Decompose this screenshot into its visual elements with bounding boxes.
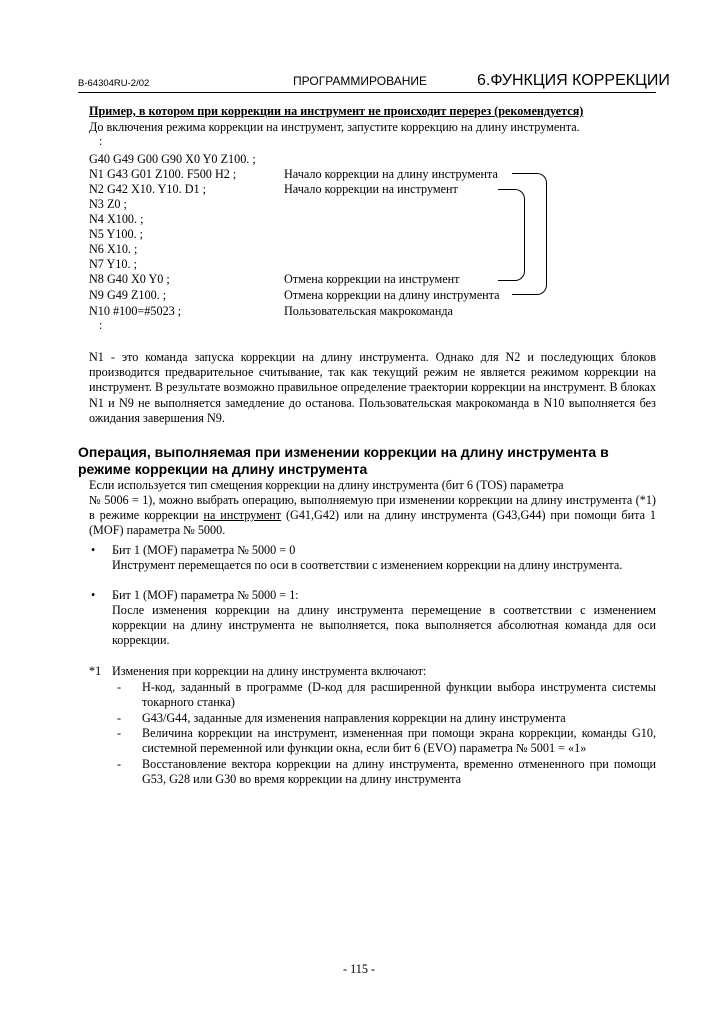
note-intro: Изменения при коррекции на длину инструмента включают:: [112, 664, 427, 678]
code-comment: Начало коррекции на инструмент: [284, 182, 458, 196]
code-line: N2 G42 X10. Y10. D1 ;: [89, 182, 207, 196]
example-intro: До включения режима коррекции на инструмент, запустите коррекцию на длину инструмента.: [89, 120, 580, 134]
note-item: Восстановление вектора коррекции на длину инструмента, временно отмененного при помощи G53, G28 или G30 во время коррекции на длину инструмента: [142, 757, 656, 787]
bullet-icon: •: [91, 588, 96, 602]
section-paragraph: [89, 493, 656, 539]
code-comment: Отмена коррекции на длину инструмента: [284, 288, 500, 302]
code-line: N7 Y10. ;: [89, 257, 137, 271]
paragraph-underlined-text: на инструмент: [203, 508, 282, 523]
note-marker: *1: [89, 664, 102, 678]
section-title: ПРОГРАММИРОВАНИЕ: [293, 74, 427, 88]
bullet-text: После изменения коррекции на длину инструмента перемещение в соответствии с изменением коррекции на длину инструмента не выполняется, пока выполняется абсолютная команда для оси коррекции.: [112, 603, 656, 648]
code-comment: Начало коррекции на длину инструмента: [284, 167, 498, 181]
code-ellipsis-top: :: [99, 134, 103, 148]
code-line: N4 X100. ;: [89, 212, 144, 226]
dash-icon: -: [117, 726, 122, 740]
code-line: N9 G49 Z100. ;: [89, 288, 167, 302]
code-line: G40 G49 G00 G90 X0 Y0 Z100. ;: [89, 152, 256, 166]
code-comment: Пользовательская макрокоманда: [284, 304, 453, 318]
paragraph-text: № 5006 = 1), можно выбрать операцию, выполняемую при изменении коррекции на длину инструмента (*1) в режиме коррекции: [89, 493, 656, 523]
page-number: - 115 -: [343, 962, 376, 976]
code-line: N6 X10. ;: [89, 242, 138, 256]
bullet-text: Инструмент перемещается по оси в соответствии с изменением коррекции на длину инструмента.: [112, 558, 623, 572]
code-line: N10 #100=#5023 ;: [89, 304, 182, 318]
code-line: N8 G40 X0 Y0 ;: [89, 272, 170, 286]
dash-icon: -: [117, 757, 122, 771]
chapter-title: 6.ФУНКЦИЯ КОРРЕКЦИИ: [477, 72, 670, 89]
bullet-icon: •: [91, 543, 96, 557]
document-number: B-64304RU-2/02: [78, 78, 150, 89]
section-paragraph-line1: Если используется тип смещения коррекции на длину инструмента (бит 6 (TOS) параметра: [89, 478, 564, 492]
dash-icon: -: [117, 680, 122, 694]
bullet-label: Бит 1 (MOF) параметра № 5000 = 0: [112, 543, 296, 557]
note-item: Величина коррекции на инструмент, измененная при помощи экрана коррекции, команды G10, системной переменной или функции окна, если бит 6 (EVO) параметра № 5001 = «1»: [142, 726, 656, 756]
cutter-compensation-bracket: [498, 189, 525, 281]
code-ellipsis-bottom: :: [99, 318, 103, 332]
code-line: N3 Z0 ;: [89, 197, 127, 211]
bullet-label: Бит 1 (MOF) параметра № 5000 = 1:: [112, 588, 299, 602]
section-heading-line2: режиме коррекции на длину инструмента: [78, 461, 368, 477]
example-title: Пример, в котором при коррекции на инструмент не происходит перерез (рекомендуется): [89, 104, 584, 118]
section-heading-line1: Операция, выполняемая при изменении коррекции на длину инструмента в: [78, 444, 609, 460]
paragraph-text: (G41,G42) или на длину инструмента (G43,G44) при помощи бита 1 (MOF) параметра № 5000.: [89, 508, 656, 538]
code-line: N5 Y100. ;: [89, 227, 144, 241]
note-item: G43/G44, заданные для изменения направления коррекции на длину инструмента: [142, 711, 566, 725]
note-item: Н-код, заданный в программе (D-код для расширенной функции выбора инструмента системы токарного станка): [142, 680, 656, 710]
header-rule: [78, 92, 656, 93]
example-explanation: N1 - это команда запуска коррекции на длину инструмента. Однако для N2 и последующих блоков производится предварительное считывание, так как текущий режим не является режимом коррекции на инструмент. В результате возможно правильное определение траектории коррекции на инструмент. В блоках N1 и N9 не выполняется замедление до останова. Пользовательская макрокоманда в N10 выполняется без ожидания завершения N9.: [89, 350, 656, 425]
code-comment: Отмена коррекции на инструмент: [284, 272, 460, 286]
dash-icon: -: [117, 711, 122, 725]
code-line: N1 G43 G01 Z100. F500 H2 ;: [89, 167, 237, 181]
